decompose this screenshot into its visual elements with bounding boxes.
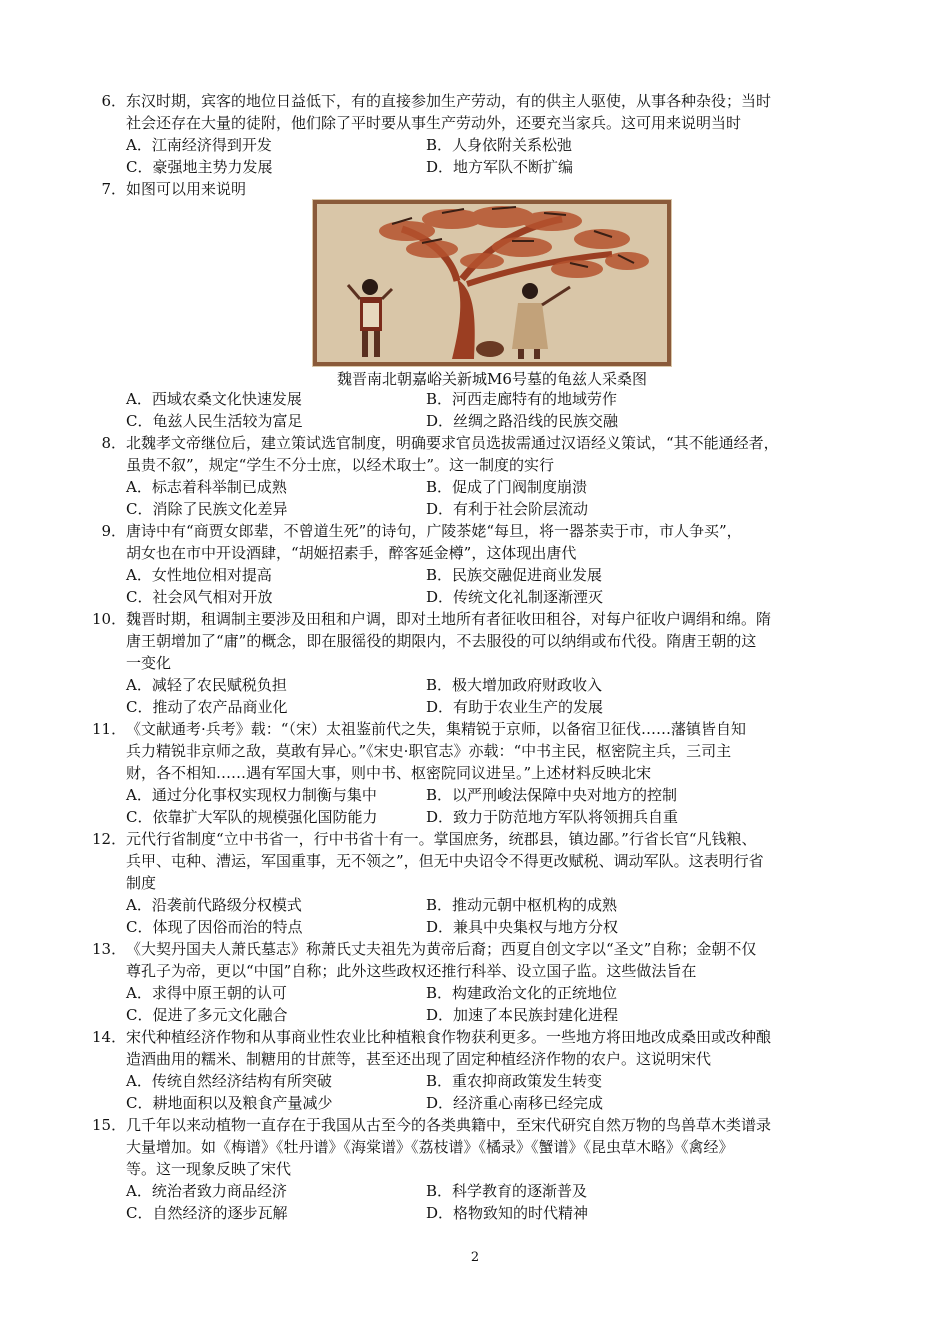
question-stem: 兵力精锐非京师之敌，莫敢有异心。”《宋史·职官志》亦载：“中书主民，枢密院主兵，三司主 <box>126 742 732 760</box>
question-stem: 唐诗中有“商贾女郎辈，不曾道生死”的诗句，广陵茶姥“每旦，将一器茶卖于市，市人争买”， <box>126 522 742 540</box>
option-b[interactable]: B．构建政治文化的正统地位 <box>426 984 618 1002</box>
question-6 <box>92 90 872 178</box>
question-stem: 兵甲、屯种、漕运，军国重事，无不领之”，但无中央诏令不得更改赋税、调动军队。这表明行省 <box>126 852 764 870</box>
option-c[interactable]: C．依靠扩大军队的规模强化国防能力 <box>126 808 378 826</box>
option-b[interactable]: B．以严刑峻法保障中央对地方的控制 <box>426 786 678 804</box>
question-stem: 虽贵不叙”，规定“学生不分士庶，以经术取士”。这一制度的实行 <box>126 456 555 474</box>
option-b[interactable]: B．民族交融促进商业发展 <box>426 566 603 584</box>
question-stem: 财，各不相知……遇有军国大事，则中书、枢密院同议进呈。”上述材料反映北宋 <box>126 764 652 782</box>
question-stem: 元代行省制度“立中书省一，行中书省十有一。掌国庶务，统郡县，镇边鄙。”行省长官“凡钱粮、 <box>126 830 757 848</box>
option-d[interactable]: D．传统文化礼制逐渐湮灭 <box>426 588 604 606</box>
option-a[interactable]: A．西域农桑文化快速发展 <box>126 390 302 408</box>
option-a[interactable]: A．传统自然经济结构有所突破 <box>126 1072 332 1090</box>
question-10 <box>92 608 872 718</box>
question-number: 15． <box>92 1116 127 1134</box>
option-a[interactable]: A．沿袭前代路级分权模式 <box>126 896 302 914</box>
option-d[interactable]: D．经济重心南移已经完成 <box>426 1094 604 1112</box>
option-d[interactable]: D．地方军队不断扩编 <box>426 158 574 176</box>
option-d[interactable]: D．加速了本民族封建化进程 <box>426 1006 619 1024</box>
question-stem: 大量增加。如《梅谱》《牡丹谱》《海棠谱》《荔枝谱》《橘录》《蟹谱》《昆虫草木略》《禽经》 <box>126 1138 734 1156</box>
question-number: 9． <box>101 522 126 540</box>
question-8 <box>92 432 872 520</box>
option-d[interactable]: D．兼具中央集权与地方分权 <box>426 918 619 936</box>
option-c[interactable]: C．体现了因俗而治的特点 <box>126 918 303 936</box>
question-12 <box>92 828 872 938</box>
option-d[interactable]: D．有利于社会阶层流动 <box>426 500 589 518</box>
question-11 <box>92 718 872 828</box>
question-number: 8． <box>101 434 126 452</box>
question-number: 13． <box>92 940 127 958</box>
option-a[interactable]: A．统治者致力商品经济 <box>126 1182 287 1200</box>
question-stem: 《文献通考·兵考》载：“（宋）太祖鉴前代之失，集精锐于京师，以备宿卫征伐……藩镇皆自知 <box>126 720 746 738</box>
option-b[interactable]: B．极大增加政府财政收入 <box>426 676 603 694</box>
option-b[interactable]: B．推动元朝中枢机构的成熟 <box>426 896 618 914</box>
question-stem: 胡女也在市中开设酒肆，“胡姬招素手，醉客延金樽”，这体现出唐代 <box>126 544 577 562</box>
option-a[interactable]: A．标志着科举制已成熟 <box>126 478 287 496</box>
question-9 <box>92 520 872 608</box>
option-c[interactable]: C．豪强地主势力发展 <box>126 158 273 176</box>
option-c[interactable]: C．耕地面积以及粮食产量减少 <box>126 1094 333 1112</box>
question-stem: 一变化 <box>126 654 172 672</box>
figure-caption: 魏晋南北朝嘉峪关新城M6号墓的龟兹人采桑图 <box>337 370 647 388</box>
question-stem: 东汉时期，宾客的地位日益低下，有的直接参加生产劳动，有的供主人驱使，从事各种杂役；当时 <box>126 92 772 110</box>
question-stem: 魏晋时期，租调制主要涉及田租和户调，即对土地所有者征收田租谷，对每户征收户调绢和绵。隋 <box>126 610 772 628</box>
option-d[interactable]: D．致力于防范地方军队将领拥兵自重 <box>426 808 679 826</box>
question-13 <box>92 938 872 1026</box>
question-number: 6． <box>101 92 126 110</box>
option-a[interactable]: A．减轻了农民赋税负担 <box>126 676 287 694</box>
option-a[interactable]: A．女性地位相对提高 <box>126 566 272 584</box>
question-number: 14． <box>92 1028 127 1046</box>
question-stem: 制度 <box>126 874 157 892</box>
page-number: 2 <box>470 1250 480 1265</box>
mulberry-picking-mural <box>312 199 672 367</box>
question-stem: 唐王朝增加了“庸”的概念，即在服徭役的期限内，不去服役的可以纳绢或布代役。隋唐王朝的这 <box>126 632 757 650</box>
option-c[interactable]: C．推动了农产品商业化 <box>126 698 288 716</box>
option-a[interactable]: A．通过分化事权实现权力制衡与集中 <box>126 786 377 804</box>
question-stem: 尊孔子为帝，更以“中国”自称；此外这些政权还推行科举、设立国子监。这些做法旨在 <box>126 962 697 980</box>
question-7-options <box>92 388 872 432</box>
question-15 <box>92 1114 872 1224</box>
mural-illustration <box>312 199 672 367</box>
question-number: 10． <box>92 610 127 628</box>
question-stem: 社会还存在大量的徒附，他们除了平时要从事生产劳动外，还要充当家兵。这可用来说明当时 <box>126 114 742 132</box>
option-c[interactable]: C．促进了多元文化融合 <box>126 1006 288 1024</box>
question-stem: 几千年以来动植物一直存在于我国从古至今的各类典籍中，至宋代研究自然万物的鸟兽草木类谱录 <box>126 1116 772 1134</box>
question-stem: 如图可以用来说明 <box>126 180 247 198</box>
option-b[interactable]: B．人身依附关系松弛 <box>426 136 573 154</box>
option-a[interactable]: A．江南经济得到开发 <box>126 136 272 154</box>
question-7 <box>92 178 872 200</box>
option-c[interactable]: C．自然经济的逐步瓦解 <box>126 1204 288 1222</box>
option-d[interactable]: D．格物致知的时代精神 <box>426 1204 589 1222</box>
option-d[interactable]: D．丝绸之路沿线的民族交融 <box>426 412 619 430</box>
question-stem: 造酒曲用的糯米、制糖用的甘蔗等，甚至还出现了固定种植经济作物的农户。这说明宋代 <box>126 1050 712 1068</box>
option-a[interactable]: A．求得中原王朝的认可 <box>126 984 287 1002</box>
option-b[interactable]: B．科学教育的逐渐普及 <box>426 1182 588 1200</box>
question-stem: 北魏孝文帝继位后，建立策试选官制度，明确要求官员选拔需通过汉语经义策试，“其不能通经者， <box>126 434 779 452</box>
question-14 <box>92 1026 872 1114</box>
option-c[interactable]: C．消除了民族文化差异 <box>126 500 288 518</box>
question-number: 11． <box>92 720 127 738</box>
option-b[interactable]: B．河西走廊特有的地域劳作 <box>426 390 618 408</box>
option-b[interactable]: B．重农抑商政策发生转变 <box>426 1072 603 1090</box>
question-stem: 宋代种植经济作物和从事商业性农业比种植粮食作物获利更多。一些地方将田地改成桑田或改种酿 <box>126 1028 772 1046</box>
option-d[interactable]: D．有助于农业生产的发展 <box>426 698 604 716</box>
question-stem: 等。这一现象反映了宋代 <box>126 1160 292 1178</box>
question-stem: 《大契丹国夫人萧氏墓志》称萧氏丈夫祖先为黄帝后裔；西夏自创文字以“圣文”自称；金朝不仅 <box>126 940 757 958</box>
question-number: 12． <box>92 830 127 848</box>
option-c[interactable]: C．社会风气相对开放 <box>126 588 273 606</box>
question-number: 7． <box>101 180 126 198</box>
option-c[interactable]: C．龟兹人民生活较为富足 <box>126 412 303 430</box>
option-b[interactable]: B．促成了门阀制度崩溃 <box>426 478 588 496</box>
